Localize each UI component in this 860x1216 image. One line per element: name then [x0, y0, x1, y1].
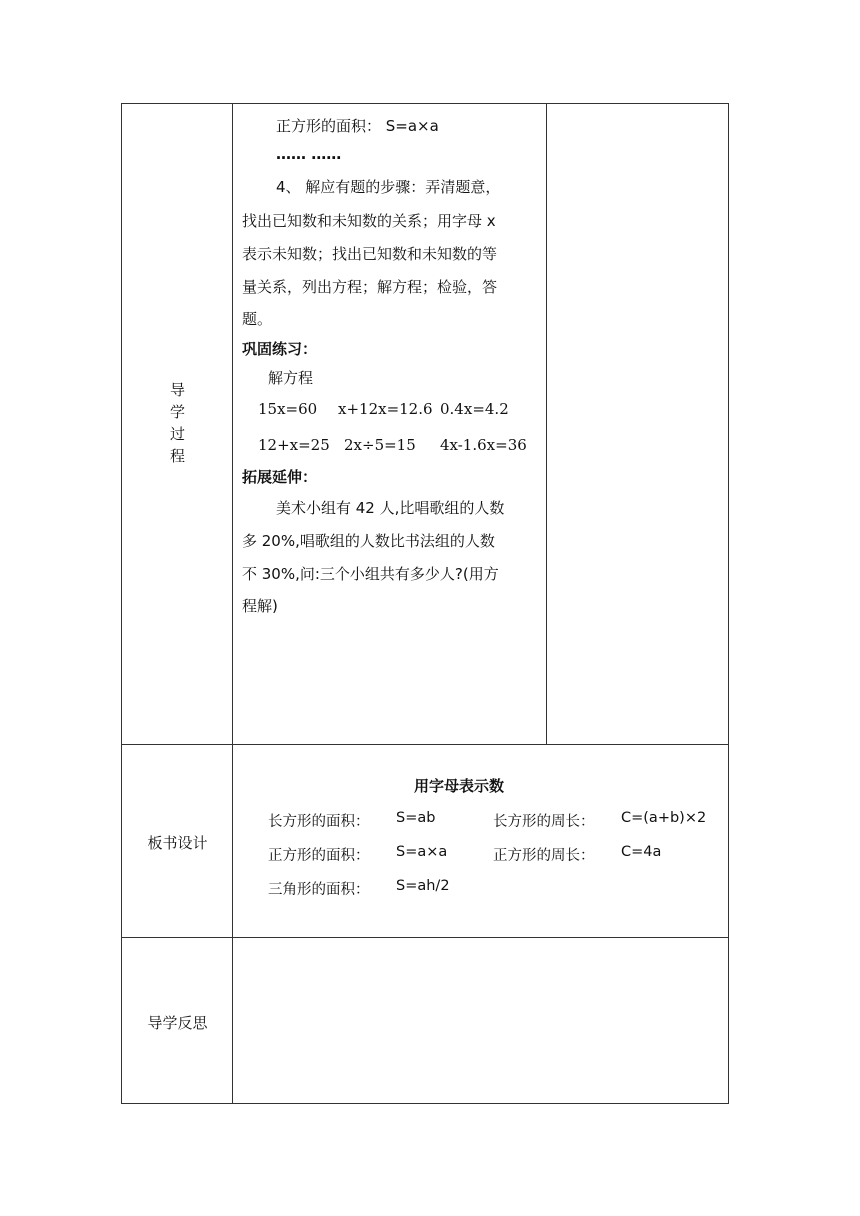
process-label: [122, 379, 233, 467]
step4-line4: 量关系，列出方程；解方程；检验，答: [242, 278, 498, 296]
step4-line1: 4、 解应有题的步骤：弄清题意，: [276, 178, 501, 196]
row-divider-2: [122, 937, 728, 938]
column-divider-label: [232, 104, 233, 1104]
equation: 15x=60: [258, 400, 318, 418]
process-label-char: 程: [169, 447, 185, 465]
extension-heading: 拓展延伸：: [242, 468, 318, 486]
board-row-1-left-value: S=ab: [396, 810, 436, 826]
row-divider-1: [122, 744, 728, 745]
process-label-char: 导: [169, 381, 185, 399]
board-row-2-right-value: C=4a: [621, 844, 662, 860]
problem-line2: 多 20%,唱歌组的人数比书法组的人数: [242, 532, 495, 550]
column-divider-notes: [546, 104, 547, 744]
equation: 12+x=25: [258, 436, 330, 454]
process-content: [240, 104, 540, 744]
step4-line5: 题。: [242, 310, 273, 328]
step4-line3: 表示未知数；找出已知数和未知数的等: [242, 245, 498, 263]
lesson-table: [121, 103, 729, 1104]
board-row-3-left-label: 三角形的面积：: [268, 882, 370, 898]
solve-label: 解方程: [268, 369, 314, 387]
problem-line1: 美术小组有 42 人,比唱歌组的人数: [276, 499, 505, 517]
board-row-2-left-label: 正方形的面积：: [268, 848, 370, 864]
ellipsis: …… ……: [276, 145, 342, 163]
board-row-1-right-value: C=(a+b)×2: [621, 810, 707, 826]
board-row-1-right-label: 长方形的周长：: [493, 814, 595, 830]
board-row-2-right-label: 正方形的周长：: [493, 848, 595, 864]
equation: x+12x=12.6: [338, 400, 433, 418]
square-area-formula: 正方形的面积： S=a×a: [276, 117, 439, 135]
equation: 0.4x=4.2: [440, 400, 509, 418]
process-label-char: 学: [169, 403, 185, 421]
board-row-3-left-value: S=ah/2: [396, 878, 450, 894]
practice-heading: 巩固练习：: [242, 340, 318, 358]
board-row-2-left-value: S=a×a: [396, 844, 448, 860]
step4-line2: 找出已知数和未知数的关系；用字母 x: [242, 212, 496, 230]
process-label-char: 过: [169, 425, 185, 443]
problem-line4: 程解): [242, 597, 278, 615]
reflection-label: 导学反思: [147, 1014, 208, 1032]
board-label: 板书设计: [147, 834, 208, 852]
problem-line3: 不 30%,问:三个小组共有多少人?(用方: [242, 565, 499, 583]
equation: 4x-1.6x=36: [440, 436, 527, 454]
equation: 2x÷5=15: [344, 436, 416, 454]
board-title: 用字母表示数: [414, 777, 505, 795]
board-row-1-left-label: 长方形的面积：: [268, 814, 370, 830]
